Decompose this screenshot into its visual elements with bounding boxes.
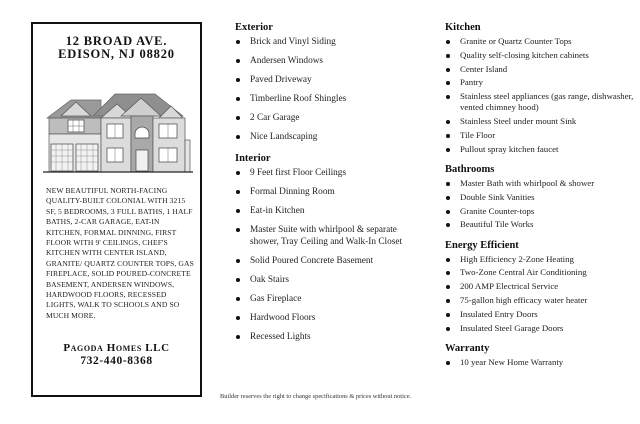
- section-title: Kitchen: [445, 22, 481, 33]
- feature-item: [445, 295, 640, 306]
- section-energy-efficient: [445, 240, 640, 334]
- feature-item: [445, 130, 640, 141]
- feature-text: Quality self-closing kitchen cabinets: [460, 49, 589, 60]
- feature-text: Insulated Entry Doors: [460, 308, 538, 319]
- feature-item: [235, 255, 425, 267]
- bullet-icon: [446, 361, 450, 365]
- section-warranty: [445, 343, 640, 368]
- feature-text: 2 Car Garage: [250, 113, 300, 123]
- feature-item: [235, 274, 425, 286]
- feature-text: 75-gallon high efficacy water heater: [460, 294, 588, 305]
- feature-item: [445, 36, 640, 47]
- feature-text: Andersen Windows: [250, 56, 324, 66]
- feature-text: 9 Feet first Floor Ceilings: [250, 168, 347, 179]
- bullet-icon: [446, 134, 450, 138]
- property-address: [33, 35, 200, 61]
- bullet-icon: [236, 116, 240, 120]
- section-kitchen: [445, 22, 640, 155]
- feature-text: Granite Counter-tops: [460, 205, 535, 216]
- feature-item: [445, 323, 640, 334]
- bullet-icon: [446, 210, 450, 214]
- feature-text: Brick and Vinyl Siding: [250, 37, 336, 47]
- feature-item: [445, 64, 640, 75]
- feature-item: [235, 224, 425, 248]
- feature-text: Insulated Steel Garage Doors: [460, 322, 564, 333]
- bullet-icon: [236, 97, 240, 101]
- feature-text: Hardwood Floors: [250, 313, 316, 324]
- feature-item: [235, 74, 425, 86]
- feature-item: [445, 219, 640, 230]
- feature-text: Pullout spray kitchen faucet: [460, 143, 559, 154]
- feature-text: Two-Zone Central Air Conditioning: [460, 267, 587, 278]
- listing-card: [31, 22, 202, 397]
- house-drawing: [43, 92, 193, 174]
- builder-contact: [33, 342, 200, 368]
- feature-item: [445, 50, 640, 61]
- bullet-icon: [446, 327, 450, 331]
- feature-list: [235, 167, 425, 343]
- bullet-icon: [446, 81, 450, 85]
- feature-item: [445, 91, 640, 113]
- feature-item: [235, 93, 425, 105]
- address-street: 12 BROAD AVE.: [65, 34, 168, 48]
- feature-item: [235, 131, 425, 143]
- feature-list: [445, 357, 640, 368]
- company-name: Pagoda Homes LLC: [63, 342, 170, 354]
- bullet-icon: [236, 278, 240, 282]
- bullet-icon: [236, 59, 240, 63]
- bullet-icon: [446, 196, 450, 200]
- feature-list: [445, 254, 640, 334]
- section-title: Warranty: [445, 342, 490, 354]
- bullet-icon: [446, 95, 450, 99]
- feature-item: [445, 267, 640, 278]
- bullet-icon: [236, 316, 240, 320]
- bullet-icon: [236, 171, 240, 175]
- feature-text: Master Suite with whirlpool & separate shower, Tray Ceiling and Walk-In Closet: [250, 225, 403, 248]
- bullet-icon: [446, 182, 450, 186]
- feature-text: Beautiful Tile Works: [460, 219, 534, 230]
- feature-text: Nice Landscaping: [250, 132, 318, 142]
- feature-text: Center Island: [460, 63, 508, 74]
- bullet-icon: [236, 78, 240, 82]
- bullet-icon: [236, 228, 240, 232]
- section-exterior: [235, 22, 425, 143]
- section-bathrooms: [445, 164, 640, 231]
- feature-item: [235, 186, 425, 198]
- feature-text: High Efficiency 2-Zone Heating: [460, 253, 574, 264]
- section-title: Energy Efficient: [445, 239, 519, 251]
- feature-item: [445, 281, 640, 292]
- feature-item: [235, 205, 425, 217]
- address-city: EDISON, NJ 08820: [58, 47, 175, 61]
- feature-item: [235, 112, 425, 124]
- feature-list: [445, 36, 640, 155]
- feature-text: Eat-in Kitchen: [250, 206, 305, 217]
- bullet-icon: [446, 285, 450, 289]
- bullet-icon: [236, 135, 240, 139]
- feature-item: [235, 293, 425, 305]
- section-interior: [235, 153, 425, 343]
- feature-text: Formal Dinning Room: [250, 187, 335, 198]
- section-title: Interior: [235, 153, 271, 165]
- section-title: Bathrooms: [445, 163, 495, 175]
- feature-text: Solid Poured Concrete Basement: [250, 256, 374, 267]
- feature-item: [445, 192, 640, 203]
- disclaimer: Builder reserves the right to change specifications & prices without notice.: [220, 393, 412, 400]
- bullet-icon: [236, 335, 240, 339]
- feature-item: [235, 312, 425, 324]
- section-title: Exterior: [235, 22, 273, 33]
- feature-item: [445, 144, 640, 155]
- feature-text: Stainless steel appliances (gas range, dishwasher, vented chimney hood): [460, 91, 634, 113]
- bullet-icon: [446, 258, 450, 262]
- feature-text: Recessed Lights: [250, 332, 311, 343]
- feature-text: Pantry: [460, 77, 483, 88]
- feature-list: [445, 178, 640, 231]
- feature-item: [235, 167, 425, 179]
- feature-item: [235, 55, 425, 67]
- feature-text: Stainless Steel under mount Sink: [460, 116, 577, 127]
- feature-text: 200 AMP Electrical Service: [460, 281, 559, 292]
- bullet-icon: [446, 148, 450, 152]
- feature-text: Timberline Roof Shingles: [250, 94, 347, 104]
- feature-text: Tile Floor: [460, 129, 496, 140]
- feature-item: [445, 357, 640, 368]
- property-description: NEW BEAUTIFUL NORTH-FACING QUALITY-BUILT COLONIAL WITH 3215 SF, 5 BEDROOMS, 3 FULL BATHS, 1 HALF BATHS, 2-CAR GARAGE, EAT-IN KITCHEN, FORMAL DINNING, FIRST FLOOR WITH 9' CEILINGS, CHEF'S KITCHEN WITH CENTER ISLAND, GRANITE/ QUARTZ COUNTER TOPS, GAS FIREPLACE, SOLID POURED-CONCRETE BASEMENT, ANDERSEN WINDOWS, HARDWOOD FLOORS, RECESSED LIGHTS, WALK TO SCHOOLS AND SO MUCH MORE.: [46, 186, 194, 320]
- feature-item: [445, 309, 640, 320]
- bullet-icon: [236, 40, 240, 44]
- bullet-icon: [236, 297, 240, 301]
- bullet-icon: [446, 271, 450, 275]
- feature-text: 10 year New Home Warranty: [460, 356, 564, 367]
- bullet-icon: [236, 190, 240, 194]
- bullet-icon: [446, 299, 450, 303]
- bullet-icon: [446, 313, 450, 317]
- feature-text: Granite or Quartz Counter Tops: [460, 36, 572, 46]
- feature-item: [445, 77, 640, 88]
- bullet-icon: [446, 68, 450, 72]
- bullet-icon: [236, 209, 240, 213]
- feature-text: Oak Stairs: [250, 275, 289, 286]
- bullet-icon: [446, 40, 450, 44]
- feature-item: [445, 116, 640, 127]
- bullet-icon: [236, 259, 240, 263]
- features-column-middle: [235, 22, 425, 354]
- feature-text: Master Bath with whirlpool & shower: [460, 177, 595, 188]
- feature-text: Paved Driveway: [250, 75, 312, 85]
- bullet-icon: [446, 223, 450, 227]
- company-phone: 732-440-8368: [80, 355, 153, 367]
- feature-text: Gas Fireplace: [250, 294, 302, 305]
- feature-item: [235, 331, 425, 343]
- feature-item: [445, 206, 640, 217]
- bullet-icon: [446, 54, 450, 58]
- feature-text: Double Sink Vanities: [460, 191, 535, 202]
- feature-item: [445, 178, 640, 189]
- feature-item: [445, 254, 640, 265]
- feature-list: [235, 36, 425, 143]
- feature-item: [235, 36, 425, 48]
- bullet-icon: [446, 120, 450, 124]
- features-column-right: [445, 22, 640, 377]
